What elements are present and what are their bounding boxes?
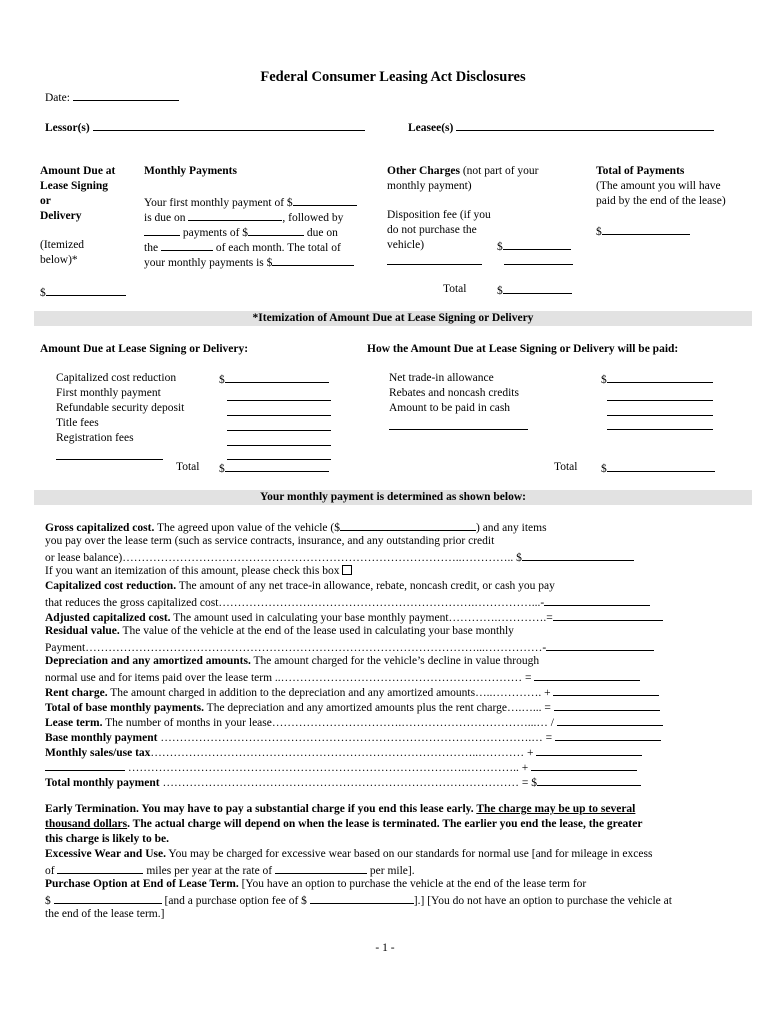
total-note-line: (The amount you will have [596, 180, 721, 192]
itemize-text: If you want an itemization of this amount, please check this box [45, 565, 340, 577]
security-deposit-field[interactable] [227, 415, 331, 416]
registration-fees-field[interactable] [227, 445, 331, 446]
the-text: the [144, 242, 159, 254]
lessee-label: Leasee(s) [408, 122, 454, 134]
trade-in-row [601, 371, 713, 388]
disposition-line: Disposition fee (if you [387, 209, 491, 221]
early-termination-warning: The charge may be up to several [476, 803, 636, 815]
terms-section [45, 802, 725, 922]
itemization-band: *Itemization of Amount Due at Lease Signing or Delivery [34, 311, 752, 326]
thousand-dollars-text: thousand dollars [45, 818, 128, 830]
list-item: Refundable security deposit [56, 402, 185, 414]
date-field[interactable] [73, 89, 179, 101]
col1-line: or [40, 195, 51, 207]
excess-wear-label: Excessive Wear and Use. [45, 848, 166, 860]
lessee-row [408, 119, 714, 136]
base-payment-field[interactable] [555, 729, 661, 741]
other-charges-total-field[interactable] [503, 282, 572, 294]
other-monthly-amount-field[interactable] [531, 759, 637, 771]
each-month-text: of each month. The total of [215, 242, 341, 254]
total-of-payments-heading: Total of Payments [596, 165, 685, 177]
list-item: Net trade-in allowance [389, 372, 494, 384]
disposition-line: do not purchase the [387, 224, 477, 236]
purchase-option-text2: ].] [You do not have an option to purchase the vehicle at [413, 895, 672, 907]
disposition-fee-row [497, 238, 571, 255]
purchase-price-field[interactable] [54, 892, 162, 904]
col1-line: Delivery [40, 210, 82, 222]
day-of-month-field[interactable] [161, 239, 213, 251]
other-charges-total-label: Total [443, 283, 467, 295]
itemization-left-total-field[interactable] [225, 460, 329, 472]
depreciation-field[interactable] [534, 669, 640, 681]
other-charges-note: (not part of your [462, 165, 539, 177]
purchase-option-text3: the end of the lease term.] [45, 908, 165, 920]
itemization-right-total-row [601, 460, 715, 477]
total-base-field[interactable] [554, 699, 660, 711]
other-monthly-item-field[interactable] [45, 759, 125, 771]
itemization-right-list [389, 371, 519, 416]
list-item: Capitalized cost reduction [56, 372, 177, 384]
mileage-rate-field[interactable] [275, 862, 367, 874]
dollar-sign: $ [601, 463, 607, 475]
purchase-fee-text: [and a purchase option fee of $ [164, 895, 307, 907]
cap-reduction-text: The amount of any net trace-in allowance, rebate, noncash credit, or cash you pay [178, 580, 555, 592]
per-mile-text: per mile]. [369, 865, 415, 877]
itemization-left-list [56, 371, 184, 446]
gross-cap-text3: you pay over the lease term (such as service contracts, insurance, and any outstanding prior credit [45, 535, 495, 547]
excess-wear-text: You may be charged for excessive wear based on our standards for normal use [and for mileage in excess [168, 848, 653, 860]
other-monthly-text: ……………………………………………………………………………..………….. + [127, 762, 529, 774]
depreciation-text: The amount charged for the vehicle’s decline in value through [253, 655, 540, 667]
adj-cap-text: The amount used in calculating your base monthly payment………….………….= [173, 612, 553, 624]
purchase-option-text: [You have an option to purchase the vehicle at the end of the lease term for [241, 878, 587, 890]
other-payment-amount-field[interactable] [607, 429, 713, 430]
num-payments-field[interactable] [144, 224, 180, 236]
itemized-note [40, 238, 84, 268]
first-monthly-payment-field[interactable] [227, 400, 331, 401]
amount-due-total-row [40, 284, 126, 301]
dollar-sign: $ [45, 895, 51, 907]
capitalized-cost-reduction-row [219, 371, 329, 388]
disposition-fee-field[interactable] [503, 238, 571, 250]
excess-wear-rate-text: miles per year at the rate of [146, 865, 273, 877]
followed-by-text: , followed by [282, 212, 344, 224]
base-payment-label: Base monthly payment [45, 732, 158, 744]
date-row [45, 89, 179, 106]
itemization-left-total-row [219, 460, 329, 477]
rebates-field[interactable] [607, 400, 713, 401]
rent-charge-field[interactable] [553, 684, 659, 696]
due-on-text: due on [306, 227, 338, 239]
early-termination-text: You may have to pay a substantial charge if you end this lease early. [141, 803, 474, 815]
monthly-payments-text: Your first monthly payment of $ is due on , followed by payments of $ due on the of each month. The total of your monthly payments is $ [144, 194, 357, 269]
other-charges-title: Other Charges [387, 165, 460, 177]
vehicle-value-field[interactable] [340, 519, 476, 531]
cap-reduction-label: Capitalized cost reduction. [45, 580, 177, 592]
trade-in-field[interactable] [607, 371, 713, 383]
list-item: Registration fees [56, 432, 134, 444]
cap-reduction-text2: that reduces the gross capitalized cost………………………………………………………….……………...- [45, 597, 545, 609]
gross-cap-text4: or lease balance)……………………………………………………………………………..………….. $ [45, 552, 522, 564]
early-termination-label: Early Termination. [45, 803, 139, 815]
first-payment-text: Your first monthly payment of $ [144, 197, 293, 209]
list-item: Title fees [56, 417, 99, 429]
cash-field[interactable] [607, 415, 713, 416]
itemized-note-line: (Itemized [40, 239, 85, 251]
early-termination-text2: . The actual charge will depend on when the lease is terminated. The earlier you end the lease, the greater [127, 818, 643, 830]
residual-field[interactable] [546, 639, 654, 651]
other-charges-total-row [497, 282, 572, 299]
disposition-fee-text [387, 208, 491, 253]
total-of-payments-row [596, 223, 690, 240]
gross-cap-field[interactable] [522, 549, 634, 561]
residual-label: Residual value. [45, 625, 120, 637]
dollar-sign: $ [219, 374, 225, 386]
cap-reduction-field[interactable] [544, 594, 650, 606]
total-monthly-label: Total monthly payment [45, 777, 160, 789]
page-title: Federal Consumer Leasing Act Disclosures [260, 69, 526, 85]
lessor-row [45, 119, 365, 136]
col1-line: Amount Due at [40, 165, 116, 177]
sales-tax-text: …………………………………………………………………………..………… + [150, 747, 534, 759]
lease-term-label: Lease term. [45, 717, 103, 729]
cap-cost-reduction-field[interactable] [225, 371, 329, 383]
col1-line: Lease Signing [40, 180, 109, 192]
purchase-fee-field[interactable] [310, 892, 414, 904]
lease-term-text: The number of months in your lease…………………………….……………………………...… / [105, 717, 554, 729]
purchase-option-label: Purchase Option at End of Lease Term. [45, 878, 239, 890]
dollar-sign: $ [596, 226, 602, 238]
total-of-payments-note [596, 179, 726, 209]
monthly-section [45, 519, 725, 789]
dollar-sign: $ [40, 287, 46, 299]
list-item: First monthly payment [56, 387, 161, 399]
due-date-field[interactable] [188, 209, 282, 221]
monthly-payments-heading: Monthly Payments [144, 165, 237, 177]
adj-cap-label: Adjusted capitalized cost. [45, 612, 171, 624]
gross-cap-text2: ) and any items [476, 522, 547, 534]
itemization-left-heading: Amount Due at Lease Signing or Delivery: [40, 343, 249, 355]
early-termination-text3: this charge is likely to be. [45, 833, 169, 845]
base-payment-text: …………………………………………………………………………………….… = [160, 732, 553, 744]
rent-charge-label: Rent charge. [45, 687, 108, 699]
date-label: Date: [45, 92, 70, 104]
itemization-left-total-label: Total [176, 461, 200, 473]
dollar-sign: $ [497, 285, 503, 297]
page-number: - 1 - [375, 942, 395, 954]
gross-cap-label: Gross capitalized cost. [45, 522, 155, 534]
other-charges-note2: monthly payment) [387, 180, 472, 192]
total-monthly-text: ………………………………………………………………………………… = $ [162, 777, 537, 789]
excess-wear-of: of [45, 865, 55, 877]
payment-amount-field[interactable] [248, 224, 304, 236]
sales-tax-field[interactable] [536, 744, 642, 756]
other-item-field[interactable] [56, 459, 163, 460]
residual-text: The value of the vehicle at the end of the lease used in calculating your base monthly [122, 625, 514, 637]
lessee-field[interactable] [456, 119, 714, 131]
other-payment-field[interactable] [389, 429, 528, 430]
amount-due-field[interactable] [46, 284, 126, 296]
amount-due-column [40, 164, 115, 224]
lessor-label: Lessor(s) [45, 122, 90, 134]
sales-tax-label: Monthly sales/use tax [45, 747, 151, 759]
itemization-right-total-field[interactable] [607, 460, 715, 472]
total-monthly-text: your monthly payments is $ [144, 257, 273, 269]
list-item: Amount to be paid in cash [389, 402, 511, 414]
dollar-sign: $ [497, 241, 503, 253]
itemization-right-total-label: Total [554, 461, 578, 473]
first-payment-field[interactable] [293, 194, 357, 206]
rent-charge-text: The amount charged in addition to the depreciation and any amortized amounts…..…………. + [110, 687, 551, 699]
other-charge-field[interactable] [387, 264, 482, 265]
itemized-note-line: below)* [40, 254, 78, 266]
itemization-right-heading: How the Amount Due at Lease Signing or Delivery will be paid: [367, 343, 679, 355]
total-monthly-field[interactable] [272, 254, 354, 266]
dollar-sign: $ [601, 374, 607, 386]
monthly-payment-band: Your monthly payment is determined as shown below: [34, 490, 752, 505]
disposition-line: vehicle) [387, 239, 425, 251]
payments-of-text: payments of $ [182, 227, 249, 239]
other-charges-heading [387, 164, 539, 179]
other-charge-amount-field[interactable] [504, 264, 573, 265]
title-fees-field[interactable] [227, 430, 331, 431]
dollar-sign: $ [219, 463, 225, 475]
total-base-text: The depreciation and any amortized amounts plus the rent charge….…... = [206, 702, 551, 714]
list-item: Rebates and noncash credits [389, 387, 519, 399]
adj-cap-field[interactable] [553, 609, 663, 621]
total-monthly-payment-field[interactable] [537, 774, 641, 786]
depreciation-text2: normal use and for items paid over the lease term ..……………………………………………………… = [45, 672, 532, 684]
miles-field[interactable] [57, 862, 143, 874]
itemization-checkbox[interactable] [342, 565, 352, 575]
residual-text2: Payment…………………………………………………………………………………………...……………- [45, 642, 547, 654]
total-note-line: paid by the end of the lease) [596, 195, 726, 207]
total-of-payments-field[interactable] [602, 223, 690, 235]
total-base-label: Total of base monthly payments. [45, 702, 204, 714]
lessor-field[interactable] [93, 119, 365, 131]
gross-cap-text: The agreed upon value of the vehicle ($ [157, 522, 340, 534]
depreciation-label: Depreciation and any amortized amounts. [45, 655, 251, 667]
lease-term-field[interactable] [557, 714, 663, 726]
